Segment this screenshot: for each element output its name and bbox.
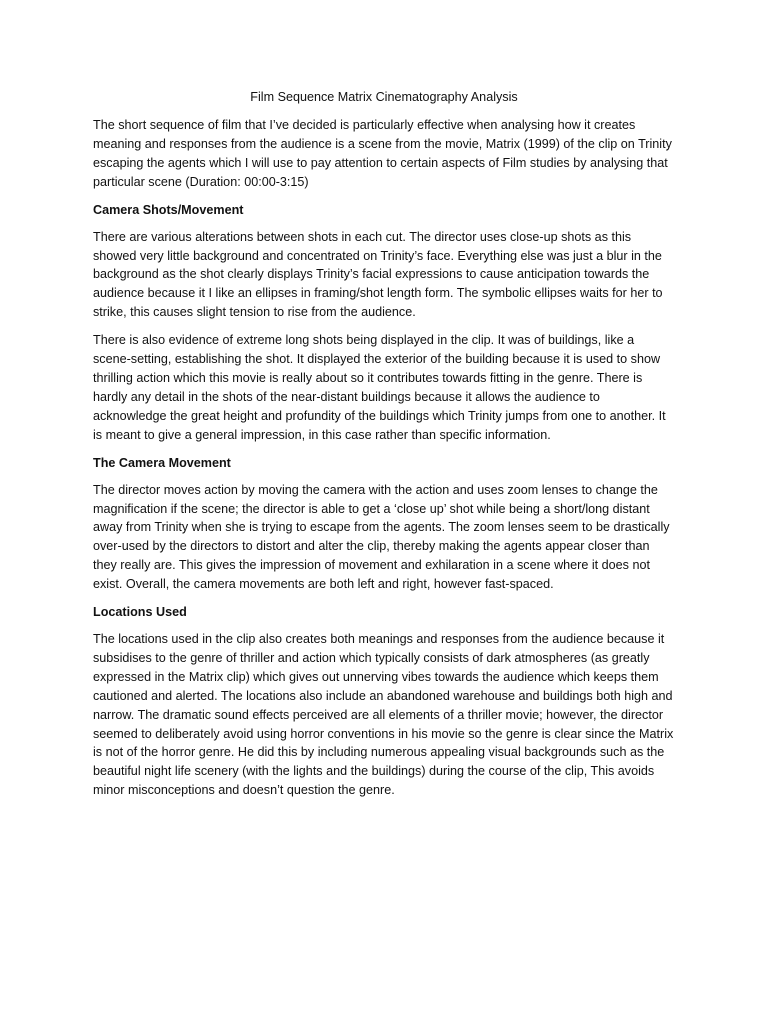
document-title: Film Sequence Matrix Cinematography Analysis [250,90,518,104]
locations-used-paragraph-1: The locations used in the clip also creates both meanings and responses from the audience because it subsidises to the genre of thriller and action which typically consists of dark atmospheres (as greatly expressed in the Matrix clip) which gives out unnerving vibes towards the audience which keeps them cautioned and alerted. The locations also include an abandoned warehouse and buildings both high and narrow. The dramatic sound effects perceived are all elements of a thriller movie; however, the director seemed to deliberately avoid using horror conventions in his movie so the genre is clear since the Matrix is not of the horror genre. He did this by including numerous appealing visual backgrounds such as the beautiful night life scenery (with the lights and the buildings) during the course of the clip, This avoids minor misconceptions and doesn’t question the genre. [93,632,674,798]
camera-shots-paragraph-2: There is also evidence of extreme long shots being displayed in the clip. It was of buildings, like a scene-setting, establishing the shot. It displayed the exterior of the building because it is used to show thrilling action which this movie is really about so it contributes towards fitting in the genre. There is hardly any detail in the shots of the near-distant buildings because it allows the audience to acknowledge the great height and profundity of the buildings which Trinity jumps from one to another. It is meant to give a general impression, in this case rather than specific information. [93,333,666,442]
camera-movement-paragraph-1: The director moves action by moving the camera with the action and uses zoom lenses to change the magnification if the scene; the director is able to get a ‘close up’ shot while being a short/long distant away from Trinity when she is trying to escape from the agents. The zoom lenses seem to be drastically over-used by the directors to distort and alter the clip, thereby making the agents appear closer than they really are. This gives the impression of movement and exhilaration in a scene where it does not exist. Overall, the camera movements are both left and right, however fast-spaced. [93,482,670,592]
camera-shots-paragraph-1: There are various alterations between shots in each cut. The director uses close-up shots as this showed very little background and concentrated on Trinity’s face. Everything else was just a blur in the background as the shot clearly displays Trinity’s facial expressions to cause anticipation towards the audience because it I like an ellipses in framing/shot length form. The symbolic ellipses waits for her to strike, this causes slight tension to rise from the audience. [93,229,663,320]
document-page [93,88,675,809]
section-heading-locations-used: Locations Used [93,605,187,620]
section-heading-camera-movement: The Camera Movement [93,455,231,470]
intro-paragraph: The short sequence of film that I’ve decided is particularly effective when analysing how it creates meaning and responses from the audience is a scene from the movie, Matrix (1999) of the clip on Trinity escaping the agents which I will use to pay attention to certain aspects of Film studies by analysing that particular scene (Duration: 00:00-3:15) [93,118,672,189]
section-heading-camera-shots: Camera Shots/Movement [93,202,244,217]
